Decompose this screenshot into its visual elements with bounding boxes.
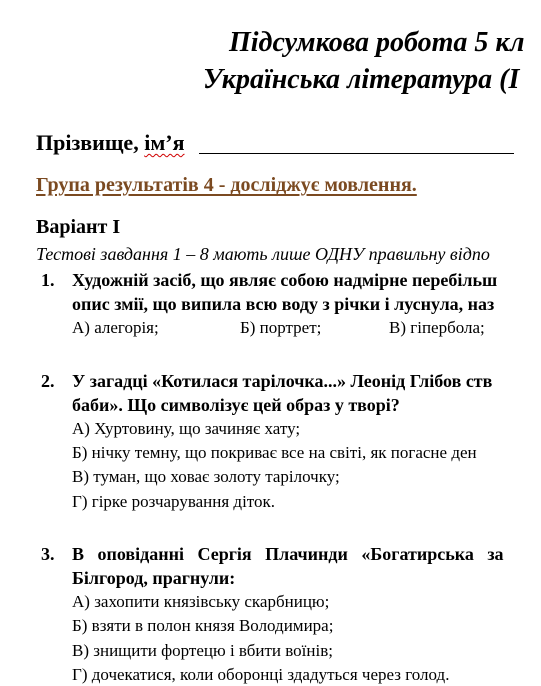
question-3-number: 3.: [41, 544, 55, 564]
test-instructions: Тестові завдання 1 – 8 мають лише ОДНУ правильну відпо: [36, 244, 490, 264]
name-label-spellcheck-word: ім’я: [144, 130, 185, 155]
question-1-text-line-1: Художній засіб, що являє собою надмірне перебільш: [72, 270, 498, 290]
question-3-option-d: Г) дочекатися, коли оборонці здадуться через голод.: [72, 665, 450, 684]
question-3-option-c: В) знищити фортецю і вбити воїнів;: [72, 641, 333, 660]
question-3-option-b: Б) взяти в полон князя Володимира;: [72, 616, 334, 635]
question-1-option-c: В) гіпербола;: [389, 318, 485, 337]
name-label-start: Прізвище,: [36, 130, 145, 155]
question-2-number: 2.: [41, 371, 55, 391]
question-2-text-line-1: У загадці «Котилася тарілочка...» Леонід Глібов ств: [72, 371, 493, 391]
student-name-label: [36, 130, 185, 156]
student-name-blank-line: [199, 153, 514, 154]
results-group-heading: Група результатів 4 - досліджує мовлення.: [36, 174, 417, 196]
question-3-text-line-2: Білгород, прагнули:: [72, 568, 236, 588]
question-1-option-a: А) алегорія;: [72, 318, 159, 337]
document-title-line-2: Українська література (І: [203, 64, 520, 95]
question-2-option-a: А) Хуртовину, що зачиняє хату;: [72, 419, 301, 438]
question-3-text-line-1: В оповіданні Сергія Плачинди «Богатирська за: [72, 544, 504, 564]
variant-title: Варіант І: [36, 216, 121, 238]
document-title-line-1: Підсумкова робота 5 кл: [229, 27, 525, 58]
question-1-option-b: Б) портрет;: [240, 318, 322, 337]
question-2-option-d: Г) гірке розчарування діток.: [72, 492, 276, 511]
question-2-option-b: Б) нічку темну, що покриває все на світі, як погасне ден: [72, 443, 477, 462]
question-1-number: 1.: [41, 270, 55, 290]
question-3-option-a: А) захопити князівську скарбницю;: [72, 592, 330, 611]
question-1-text-line-2: опис змії, що випила всю воду з річки і луснула, наз: [72, 294, 495, 314]
question-2-option-c: В) туман, що ховає золоту тарілочку;: [72, 467, 340, 486]
question-2-text-line-2: баби». Що символізує цей образ у творі?: [72, 395, 400, 415]
